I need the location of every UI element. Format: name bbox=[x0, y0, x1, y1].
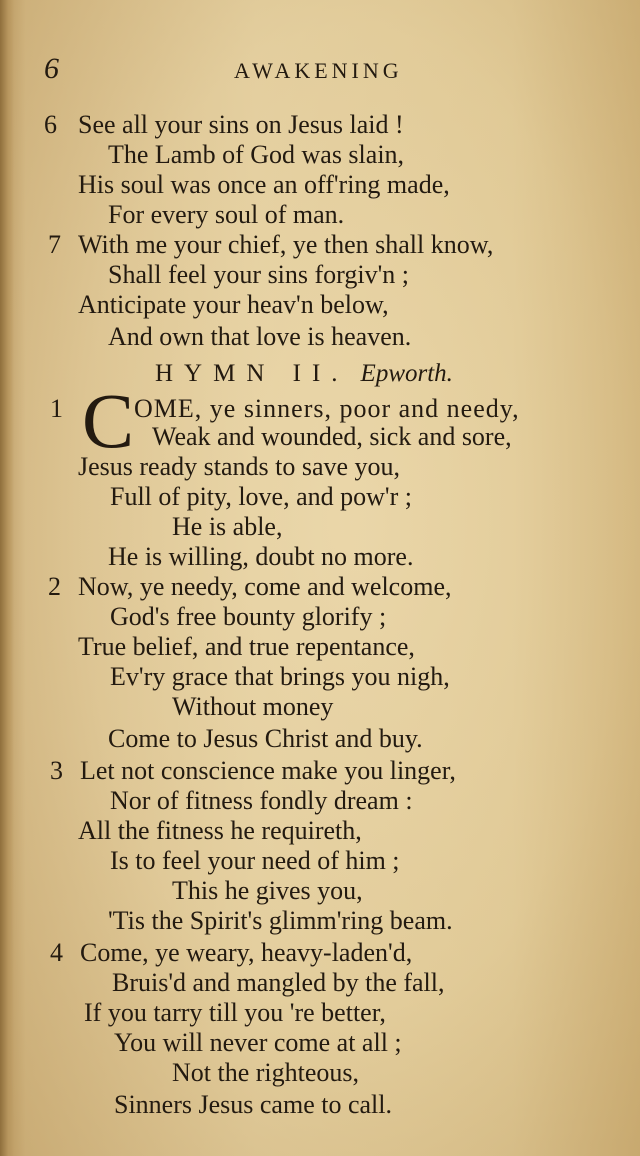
verse-line: For every soul of man. bbox=[108, 200, 345, 229]
verse-line: Come, ye weary, heavy-laden'd, bbox=[80, 938, 413, 967]
verse-line: Bruis'd and mangled by the fall, bbox=[112, 968, 445, 997]
running-head: AWAKENING bbox=[234, 58, 403, 83]
verse-line: With me your chief, ye then shall know, bbox=[78, 230, 494, 259]
verse-number: 2 bbox=[48, 572, 61, 601]
verse-line: And own that love is heaven. bbox=[108, 322, 412, 351]
hymn-label: HYMN II. bbox=[155, 360, 349, 387]
hymn-tune: Epworth. bbox=[360, 360, 453, 387]
verse-line: Is to feel your need of him ; bbox=[110, 846, 400, 875]
verse-number: 6 bbox=[44, 110, 57, 139]
verse-line: Without money bbox=[172, 692, 334, 721]
page-gutter bbox=[0, 0, 14, 1156]
verse-line: See all your sins on Jesus laid ! bbox=[78, 110, 404, 139]
verse-line: True belief, and true repentance, bbox=[78, 632, 415, 661]
verse-line: Sinners Jesus came to call. bbox=[114, 1090, 392, 1119]
verse-line: Anticipate your heav'n below, bbox=[78, 290, 389, 319]
verse-number: 3 bbox=[50, 756, 63, 785]
verse-line: Not the righteous, bbox=[172, 1058, 360, 1087]
verse-line: You will never come at all ; bbox=[114, 1028, 402, 1057]
verse-line: 'Tis the Spirit's glimm'ring beam. bbox=[108, 906, 453, 935]
verse-line: Weak and wounded, sick and sore, bbox=[152, 422, 512, 451]
verse-line: Jesus ready stands to save you, bbox=[78, 452, 401, 481]
page-header bbox=[44, 52, 584, 92]
verse-line: Let not conscience make you linger, bbox=[80, 756, 456, 785]
verse-line: Nor of fitness fondly dream : bbox=[110, 786, 413, 815]
verse-line: He is willing, doubt no more. bbox=[108, 542, 414, 571]
verse-number: 7 bbox=[48, 230, 61, 259]
verse-line: Full of pity, love, and pow'r ; bbox=[110, 482, 412, 511]
verse-line: If you tarry till you 're better, bbox=[84, 998, 386, 1027]
verse-line: OME, ye sinners, poor and needy, bbox=[134, 394, 520, 423]
verse-line: Ev'ry grace that brings you nigh, bbox=[110, 662, 450, 691]
verse-line: Shall feel your sins forgiv'n ; bbox=[108, 260, 410, 289]
verse-line: He is able, bbox=[172, 512, 283, 541]
verse-line: This he gives you, bbox=[172, 876, 363, 905]
page-number: 6 bbox=[44, 52, 59, 85]
verse-line: Come to Jesus Christ and buy. bbox=[108, 724, 423, 753]
verse-line: God's free bounty glorify ; bbox=[110, 602, 387, 631]
drop-cap: C bbox=[82, 377, 135, 464]
verse-line: The Lamb of God was slain, bbox=[108, 140, 405, 169]
verse-number: 4 bbox=[50, 938, 63, 967]
verse-line: Now, ye needy, come and welcome, bbox=[78, 572, 452, 601]
verse-line: All the fitness he requireth, bbox=[78, 816, 362, 845]
verse-line: His soul was once an off'ring made, bbox=[78, 170, 450, 199]
hymn-title bbox=[155, 360, 453, 388]
verse-number: 1 bbox=[50, 394, 63, 423]
